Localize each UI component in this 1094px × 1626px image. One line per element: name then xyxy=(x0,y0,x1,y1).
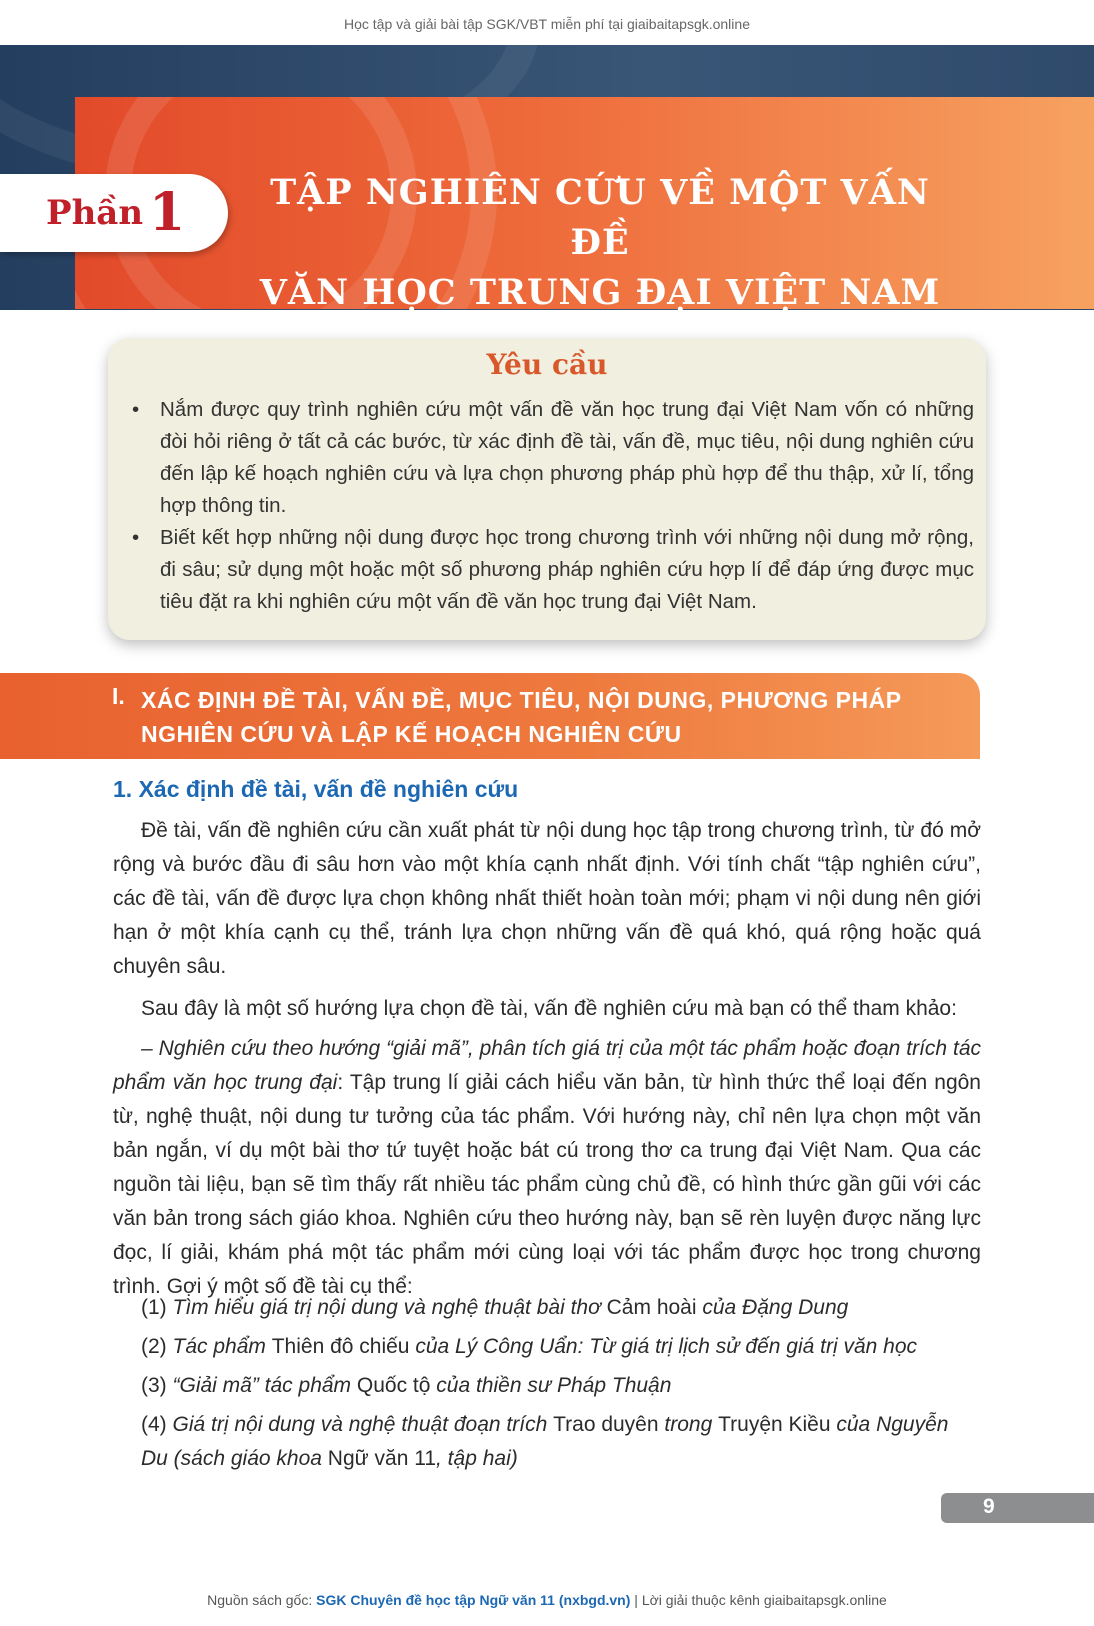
direction-paragraph xyxy=(113,1032,981,1304)
requirement-item xyxy=(128,394,974,522)
topic-text: “Giải mã” tác phẩm xyxy=(172,1374,357,1397)
work-title: Quốc tộ xyxy=(356,1374,431,1397)
topic-number: (1) xyxy=(141,1296,173,1319)
direction-text: : Tập trung lí giải cách hiểu văn bản, từ hình thức thể loại đến ngôn từ, nghệ thuật, nội dung tư tưởng của tác phẩm. Với hướng này, chỉ nên lựa chọn một văn bản ngắn, ví dụ một bài thơ tứ tuyệt hoặc bát cú trong thơ ca trung đại Việt Nam. Qua các nguồn tài liệu, bạn sẽ tìm thấy rất nhiều tác phẩm cùng chủ đề, có hình thức gần gũi với các văn bản trong sách giáo khoa. Nghiên cứu theo hướng này, bạn sẽ rèn luyện được năng lực đọc, lí giải, khám phá một tác phẩm mới cùng loại với tác phẩm được học trong chương trình. Gợi ý một số đề tài cụ thể: xyxy=(113,1071,981,1298)
topic-number: (2) xyxy=(141,1335,173,1358)
requirements-list xyxy=(128,394,974,618)
subsection-title: 1. Xác định đề tài, vấn đề nghiên cứu xyxy=(113,776,519,802)
work-title: Truyện Kiều xyxy=(718,1413,831,1436)
chapter-title-line: VĂN HỌC TRUNG ĐẠI VIỆT NAM xyxy=(259,272,941,313)
topic-text: của Đặng Dung xyxy=(696,1296,849,1319)
work-title: Thiên đô chiếu xyxy=(271,1335,410,1358)
work-title: Cảm hoài xyxy=(606,1296,697,1319)
requirement-text: Biết kết hợp những nội dung được học trong chương trình với những nội dung mở rộng, đi sâu; sử dụng một hoặc một số phương pháp nghiên cứu hợp lí để đáp ứng được mục tiêu đặt ra khi nghiên cứu một vấn đề văn học trung đại Việt Nam. xyxy=(160,526,974,613)
topic-text: của Lý Công Uẩn: Từ giá trị lịch sử đến giá trị văn học xyxy=(409,1335,918,1358)
paragraph: Đề tài, vấn đề nghiên cứu cần xuất phát từ nội dung học tập trong chương trình, từ đó mở rộng và bước đầu đi sâu hơn vào một khía cạnh nhất định. Với tính chất “tập nghiên cứu”, các đề tài, vấn đề được lựa chọn không nhất thiết hoàn toàn mới; phạm vi nội dung nên giới hạn ở một khía cạnh cụ thể, tránh lựa chọn những vấn đề quá khó, quá rộng hoặc quá chuyên sâu. xyxy=(113,819,981,978)
topic-text: Tìm hiểu giá trị nội dung và nghệ thuật bài thơ xyxy=(172,1296,607,1319)
footer-note xyxy=(0,1592,1094,1608)
topic-item xyxy=(141,1291,981,1325)
requirement-item xyxy=(128,522,974,618)
chapter-title-line: TẬP NGHIÊN CỨU VỀ MỘT VẤN ĐỀ xyxy=(270,172,930,263)
topic-number: (3) xyxy=(141,1374,173,1397)
topic-item xyxy=(141,1408,981,1476)
topic-text: Tác phẩm xyxy=(172,1335,272,1358)
topic-number: (4) xyxy=(141,1413,173,1436)
work-title: Trao duyên xyxy=(553,1413,659,1436)
paragraph: Sau đây là một số hướng lựa chọn đề tài, vấn đề nghiên cứu mà bạn có thể tham khảo: xyxy=(141,997,957,1020)
topic-text: trong xyxy=(658,1413,719,1436)
part-label: Phần xyxy=(46,193,144,233)
requirements-title: Yêu cầu xyxy=(486,348,608,381)
direction-lead: – Nghiên cứu theo hướng “giải mã”, phân tích giá trị của một tác phẩm hoặc đoạn trích tác phẩm văn học trung đại xyxy=(113,1037,981,1094)
section-number: I. xyxy=(112,683,125,709)
part-label-tab xyxy=(0,174,228,252)
topic-text: Giá trị nội dung và nghệ thuật đoạn trích xyxy=(172,1413,554,1436)
topic-item xyxy=(141,1330,981,1364)
bullet-icon: • xyxy=(132,398,140,421)
chapter-title xyxy=(240,168,960,318)
footer-source-link[interactable]: SGK Chuyên đề học tập Ngữ văn 11 (nxbgd.vn) xyxy=(316,1592,631,1608)
bullet-icon: • xyxy=(132,526,140,549)
part-number: 1 xyxy=(149,182,186,243)
topic-item xyxy=(141,1369,981,1403)
section-title: XÁC ĐỊNH ĐỀ TÀI, VẤN ĐỀ, MỤC TIÊU, NỘI DUNG, PHƯƠNG PHÁP NGHIÊN CỨU VÀ LẬP KẾ HOẠCH NGHIÊN CỨU xyxy=(141,687,902,747)
footer-suffix: | Lời giải thuộc kênh giaibaitapsgk.online xyxy=(630,1592,887,1608)
requirements-box xyxy=(108,338,986,640)
work-title: Ngữ văn 11 xyxy=(327,1447,437,1470)
header-note: Học tập và giải bài tập SGK/VBT miễn phí tại giaibaitapsgk.online xyxy=(344,16,750,32)
topic-text: , tập hai) xyxy=(436,1447,518,1470)
requirement-text: Nắm được quy trình nghiên cứu một vấn đề văn học trung đại Việt Nam vốn có những đòi hỏi riêng ở tất cả các bước, từ xác định đề tài, vấn đề, mục tiêu, nội dung nghiên cứu đến lập kế hoạch nghiên cứu và lựa chọn phương pháp phù hợp để thu thập, xử lí, tổng hợp thông tin. xyxy=(160,398,974,517)
page-number-tab xyxy=(941,1493,1094,1523)
topic-text: của thiền sư Pháp Thuận xyxy=(430,1374,672,1397)
topic-text: của Nguyễn Du (sách giáo khoa xyxy=(141,1413,949,1470)
footer-prefix: Nguồn sách gốc: xyxy=(207,1592,317,1608)
section-heading-bar xyxy=(0,673,980,759)
page-number: 9 xyxy=(983,1495,995,1518)
